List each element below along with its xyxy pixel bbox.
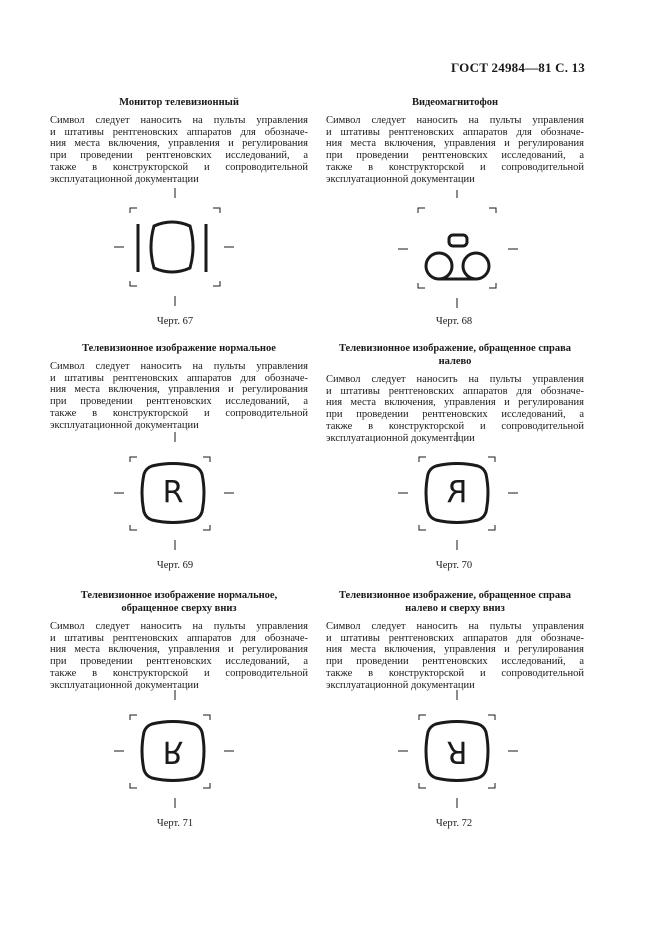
body-line: ния места включения, управления и регулирования — [50, 384, 308, 396]
section-tv-image-rotated — [326, 589, 584, 691]
body-line: Символ следует наносить на пульты управления — [326, 115, 584, 126]
tv-image-normal-icon — [110, 432, 240, 557]
body-line: Символ следует наносить на пульты управления — [50, 621, 308, 632]
section-title — [50, 96, 308, 109]
body-line: эксплуатационной документации — [326, 173, 475, 185]
body-line: эксплуатационной документации — [50, 679, 199, 691]
figure-67 — [110, 188, 240, 327]
body-line: ния места включения, управления и регулирования — [326, 397, 584, 409]
body-line: Символ следует наносить на пульты управления — [326, 374, 584, 385]
body-line: также в конструкторской и сопроводительной — [50, 407, 308, 419]
section-title — [50, 342, 308, 355]
section-tv-image-flipped — [50, 589, 308, 691]
body-line: эксплуатационной документации — [326, 432, 475, 444]
section-body — [50, 621, 308, 691]
section-video-recorder — [326, 96, 584, 185]
title-line: налево и сверху вниз — [405, 603, 505, 614]
figure-71 — [110, 690, 240, 829]
figure-caption: Черт. 67 — [156, 316, 194, 327]
section-monitor — [50, 96, 308, 185]
title-line: Телевизионное изображение, обращенное справа — [338, 590, 572, 601]
body-line: также в конструкторской и сопроводительной — [50, 667, 308, 679]
body-line: при проведении рентгеновских исследований, а — [326, 656, 584, 668]
figure-72 — [392, 690, 522, 829]
body-line: и штативы рентгеновских аппаратов для обозначе- — [326, 632, 584, 644]
body-line: Символ следует наносить на пульты управления — [50, 361, 308, 372]
tv-image-flipped-vertical-icon — [110, 690, 240, 815]
body-line: также в конструкторской и сопроводительной — [326, 420, 584, 432]
figure-caption: Черт. 72 — [435, 818, 473, 829]
body-line: при проведении рентгеновских исследований, а — [50, 150, 308, 162]
figure-caption: Черт. 69 — [156, 560, 194, 571]
video-recorder-icon — [392, 190, 522, 315]
section-tv-image-normal — [50, 342, 308, 431]
body-line: и штативы рентгеновских аппаратов для обозначе- — [50, 372, 308, 384]
body-line: Символ следует наносить на пульты управления — [50, 115, 308, 126]
section-body — [326, 621, 584, 691]
title-line: Монитор телевизионный — [119, 97, 239, 108]
figure-caption: Черт. 70 — [435, 560, 473, 571]
letter-r-glyph: R — [162, 475, 184, 511]
section-title — [326, 96, 584, 109]
body-line: ния места включения, управления и регулирования — [50, 138, 308, 150]
body-line: эксплуатационной документации — [326, 679, 475, 691]
body-line: при проведении рентгеновских исследований, а — [50, 656, 308, 668]
section-body — [50, 115, 308, 185]
body-line: ния места включения, управления и регулирования — [50, 644, 308, 656]
title-line: Телевизионное изображение нормальное, — [80, 590, 278, 601]
body-line: и штативы рентгеновских аппаратов для обозначе- — [50, 126, 308, 138]
section-title — [50, 589, 308, 615]
monitor-tv-icon — [110, 188, 240, 313]
letter-r-mirrored-glyph: R — [446, 475, 468, 511]
tv-image-rotated-180-icon — [392, 690, 522, 815]
body-line: и штативы рентгеновских аппаратов для обозначе- — [326, 385, 584, 397]
body-line: также в конструкторской и сопроводительной — [326, 161, 584, 173]
letter-r-rotated-glyph: R — [446, 733, 468, 769]
body-line: при проведении рентгеновских исследований, а — [326, 409, 584, 421]
body-line: эксплуатационной документации — [50, 173, 199, 185]
body-line: при проведении рентгеновских исследований, а — [50, 396, 308, 408]
section-title — [326, 342, 584, 368]
figure-caption: Черт. 71 — [156, 818, 194, 829]
section-body — [50, 361, 308, 431]
figure-70 — [392, 432, 522, 571]
title-line: Телевизионное изображение нормальное — [82, 343, 276, 354]
section-tv-image-mirrored — [326, 342, 584, 444]
page-header: ГОСТ 24984—81 С. 13 — [451, 60, 585, 75]
body-line: ния места включения, управления и регулирования — [326, 644, 584, 656]
body-line: эксплуатационной документации — [50, 419, 199, 431]
section-body — [326, 115, 584, 185]
body-line: и штативы рентгеновских аппаратов для обозначе- — [326, 126, 584, 138]
title-line: Видеомагнитофон — [411, 97, 499, 108]
figure-69 — [110, 432, 240, 571]
body-line: также в конструкторской и сопроводительной — [326, 667, 584, 679]
body-line: ния места включения, управления и регулирования — [326, 138, 584, 150]
section-title — [326, 589, 584, 615]
body-line: при проведении рентгеновских исследований, а — [326, 150, 584, 162]
title-line: обращенное сверху вниз — [121, 603, 237, 614]
title-line: Телевизионное изображение, обращенное справа налево — [338, 343, 572, 367]
letter-r-flipped-glyph: R — [162, 733, 184, 769]
body-line: Символ следует наносить на пульты управления — [326, 621, 584, 632]
figure-caption: Черт. 68 — [435, 316, 473, 327]
figure-68 — [392, 190, 522, 327]
body-line: и штативы рентгеновских аппаратов для обозначе- — [50, 632, 308, 644]
body-line: также в конструкторской и сопроводительной — [50, 161, 308, 173]
tv-image-mirrored-horizontal-icon — [392, 432, 522, 557]
